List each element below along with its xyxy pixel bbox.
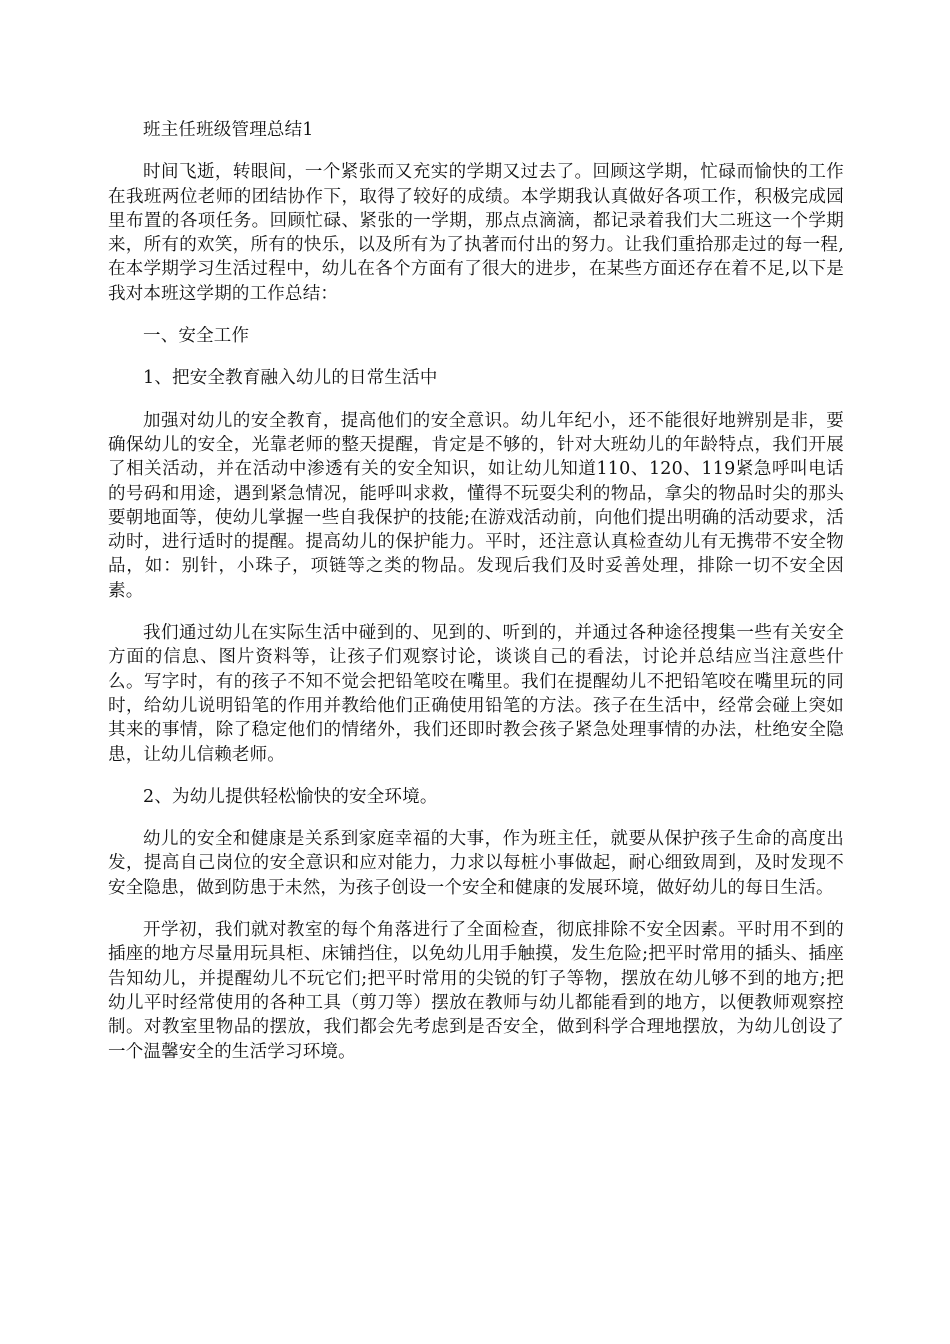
subsection-heading-1: 1、把安全教育融入幼儿的日常生活中	[143, 368, 438, 389]
subsection-heading-2: 2、为幼儿提供轻松愉快的安全环境。	[143, 786, 438, 807]
paragraph-classroom-check: 开学初，我们就对教室的每个角落进行了全面检查，彻底排除不安全因素。平时用不到的插座的地方尽量用玩具柜、床铺挡住，以免幼儿用手触摸，发生危险;把平时常用的插头、插座告知幼儿，并提醒幼儿不玩它们;把平时常用的尖锐的钉子等物，摆放在幼儿够不到的地方;把幼儿平时经常使用的各种工具（剪刀等）摆放在教师与幼儿都能看到的地方，以便教师观察控制。对教室里物品的摆放，我们都会先考虑到是否安全，做到科学合理地摆放，为幼儿创设了一个温馨安全的生活学习环境。	[108, 920, 844, 1062]
document-page	[108, 118, 844, 1082]
paragraph-intro: 时间飞逝，转眼间，一个紧张而又充实的学期又过去了。回顾这学期，忙碌而愉快的工作在我班两位老师的团结协作下，取得了较好的成绩。本学期我认真做好各项工作，积极完成园里布置的各项任务。回顾忙碌、紧张的一学期，那点点滴滴，都记录着我们大二班这一个学期来，所有的欢笑，所有的快乐，以及所有为了执著而付出的努力。让我们重拾那走过的每一程,在本学期学习生活过程中，幼儿在各个方面有了很大的进步，在某些方面还存在着不足,以下是我对本班这学期的工作总结：	[108, 162, 844, 304]
document-title: 班主任班级管理总结1	[143, 120, 314, 140]
section-heading-safety: 一、安全工作	[143, 326, 250, 347]
paragraph-daily-life: 我们通过幼儿在实际生活中碰到的、见到的、听到的，并通过各种途径搜集一些有关安全方面的信息、图片资料等，让孩子们观察讨论，谈谈自己的看法，讨论并总结应当注意些什么。写字时，有的孩子不知不觉会把铅笔咬在嘴里。我们在提醒幼儿不把铅笔咬在嘴里玩的同时，给幼儿说明铅笔的作用并教给他们正确使用铅笔的方法。孩子在生活中，经常会碰上突如其来的事情，除了稳定他们的情绪外，我们还即时教会孩子紧急处理事情的办法，杜绝安全隐患，让幼儿信赖老师。	[108, 623, 844, 765]
paragraph-safety-education: 加强对幼儿的安全教育，提高他们的安全意识。幼儿年纪小，还不能很好地辨别是非，要确保幼儿的安全，光靠老师的整天提醒，肯定是不够的，针对大班幼儿的年龄特点，我们开展了相关活动，并在活动中渗透有关的安全知识，如让幼儿知道110、120、119紧急呼叫电话的号码和用途，遇到紧急情况，能呼叫求救，懂得不玩耍尖利的物品，拿尖的物品时尖的那头要朝地面等，使幼儿掌握一些自我保护的技能;在游戏活动前，向他们提出明确的活动要求，活动时，进行适时的提醒。提高幼儿的保护能力。平时，还注意认真检查幼儿有无携带不安全物品，如：别针，小珠子，项链等之类的物品。发现后我们及时妥善处理，排除一切不安全因素。	[108, 410, 844, 601]
paragraph-safe-environment: 幼儿的安全和健康是关系到家庭幸福的大事，作为班主任，就要从保护孩子生命的高度出发，提高自己岗位的安全意识和应对能力，力求以每桩小事做起，耐心细致周到，及时发现不安全隐患，做到防患于未然，为孩子创设一个安全和健康的发展环境，做好幼儿的每日生活。	[108, 829, 844, 898]
